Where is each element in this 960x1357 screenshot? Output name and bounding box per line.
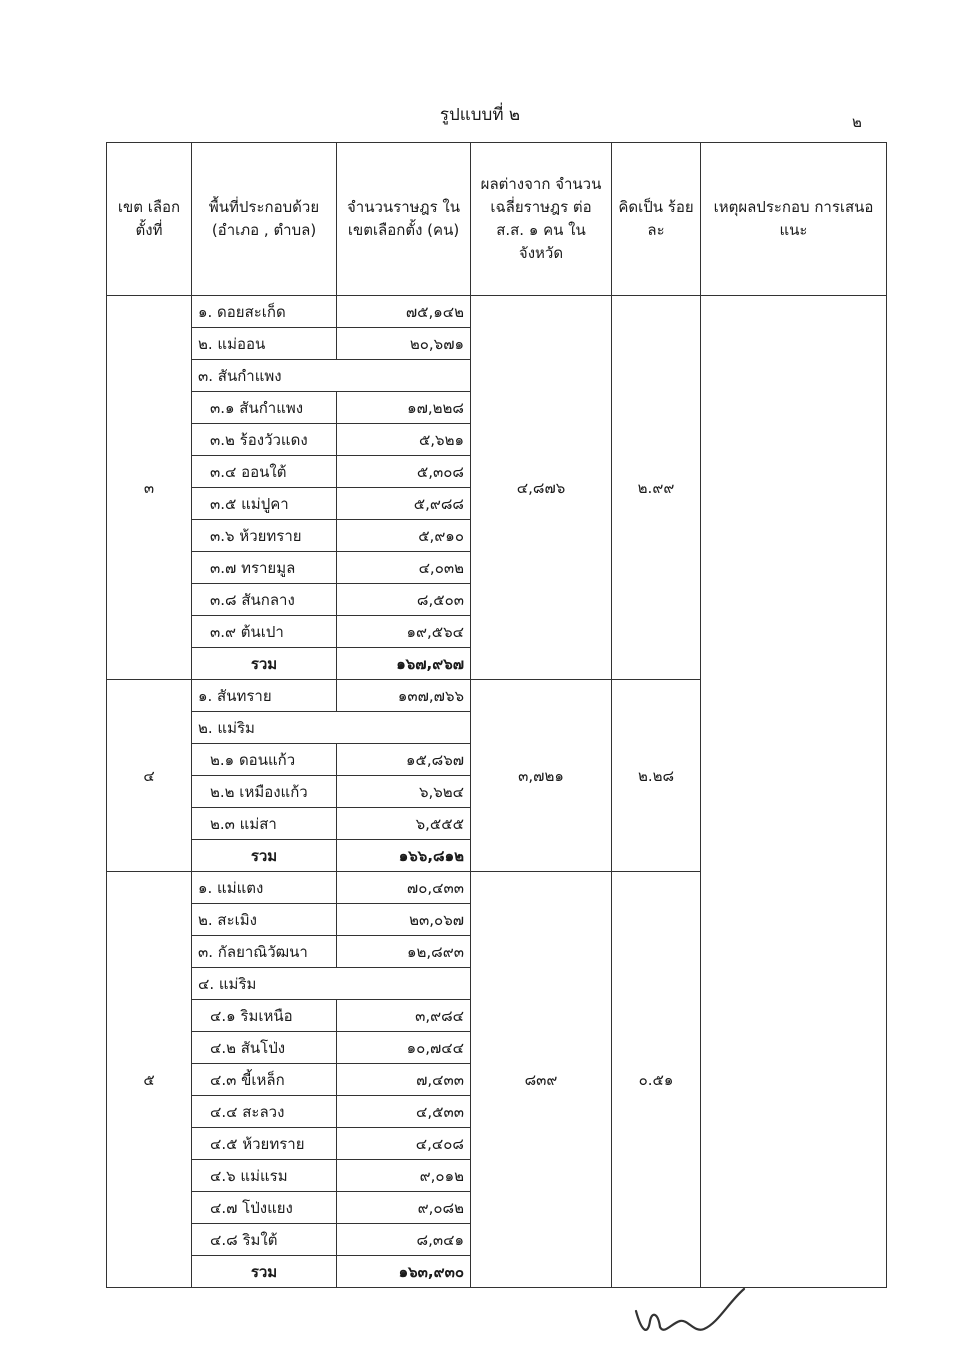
population-value: ๓,๙๘๔: [337, 1000, 471, 1032]
population-value: ๘,๕๐๓: [337, 584, 471, 616]
population-value: ๕,๓๐๘: [337, 456, 471, 488]
population-value: ๘,๓๔๑: [337, 1224, 471, 1256]
table-body: [107, 296, 887, 1288]
area-name: ๔.๕ ห้วยทราย: [192, 1128, 337, 1160]
difference-value: ๔,๘๗๖: [471, 296, 612, 680]
population-value: ๔,๕๓๓: [337, 1096, 471, 1128]
area-name: ๓.๑ สันกำแพง: [192, 392, 337, 424]
header-row: [107, 143, 887, 296]
population-value: ๗๐,๔๓๓: [337, 872, 471, 904]
area-name: ๔.๑ ริมเหนือ: [192, 1000, 337, 1032]
area-name: ๓.๔ ออนใต้: [192, 456, 337, 488]
page-title: รูปแบบที่ ๒: [439, 105, 521, 125]
area-group-name: ๒. แม่ริม: [192, 712, 471, 744]
population-total: ๑๖๖,๘๑๒: [337, 840, 471, 872]
population-value: ๔,๔๐๘: [337, 1128, 471, 1160]
area-name: ๔.๗ โป่งแยง: [192, 1192, 337, 1224]
header-difference: ผลต่างจาก จำนวนเฉลี่ยราษฎร ต่อ ส.ส. ๑ คน ในจังหวัด: [471, 143, 612, 296]
population-value: ๕,๙๘๘: [337, 488, 471, 520]
population-value: ๖,๖๒๔: [337, 776, 471, 808]
percent-value: ๒.๒๘: [612, 680, 701, 872]
signature: [632, 1283, 752, 1343]
population-value: ๔,๐๓๒: [337, 552, 471, 584]
area-name: ๑. ดอยสะเก็ด: [192, 296, 337, 328]
population-value: ๗,๔๓๓: [337, 1064, 471, 1096]
header-area: พื้นที่ประกอบด้วย (อำเภอ , ตำบล): [192, 143, 337, 296]
population-value: ๕,๙๑๐: [337, 520, 471, 552]
difference-value: ๘๓๙: [471, 872, 612, 1288]
area-name: ๔.๓ ขี้เหล็ก: [192, 1064, 337, 1096]
population-value: ๑๕,๘๖๗: [337, 744, 471, 776]
percent-value: ๒.๙๙: [612, 296, 701, 680]
population-value: ๖,๕๕๕: [337, 808, 471, 840]
area-name: ๒. สะเมิง: [192, 904, 337, 936]
header-district: เขต เลือกตั้งที่: [107, 143, 192, 296]
population-total: ๑๖๗,๙๖๗: [337, 648, 471, 680]
area-group-name: ๓. สันกำแพง: [192, 360, 471, 392]
area-name: ๓. กัลยาณิวัฒนา: [192, 936, 337, 968]
district-number: ๕: [107, 872, 192, 1288]
header-population: จำนวนราษฎร ในเขตเลือกตั้ง (คน): [337, 143, 471, 296]
area-name: ๓.๕ แม่ปูคา: [192, 488, 337, 520]
population-value: ๕,๖๒๑: [337, 424, 471, 456]
area-name: ๒.๑ ดอนแก้ว: [192, 744, 337, 776]
population-value: ๗๕,๑๔๒: [337, 296, 471, 328]
population-value: ๑๐,๗๔๔: [337, 1032, 471, 1064]
population-value: ๒๓,๐๖๗: [337, 904, 471, 936]
difference-value: ๓,๗๒๑: [471, 680, 612, 872]
area-name: ๒.๓ แม่สา: [192, 808, 337, 840]
total-label: รวม: [192, 840, 337, 872]
population-value: ๑๒,๘๙๓: [337, 936, 471, 968]
area-name: ๔.๒ สันโป่ง: [192, 1032, 337, 1064]
total-label: รวม: [192, 648, 337, 680]
area-name: ๓.๘ สันกลาง: [192, 584, 337, 616]
percent-value: ๐.๕๑: [612, 872, 701, 1288]
population-value: ๑๓๗,๗๖๖: [337, 680, 471, 712]
total-label: รวม: [192, 1256, 337, 1288]
population-value: ๙,๐๑๒: [337, 1160, 471, 1192]
area-name: ๒.๒ เหมืองแก้ว: [192, 776, 337, 808]
population-value: ๙,๐๘๒: [337, 1192, 471, 1224]
area-name: ๓.๖ ห้วยทราย: [192, 520, 337, 552]
reason-cell: [701, 296, 887, 1288]
population-value: ๑๙,๕๖๔: [337, 616, 471, 648]
district-number: ๓: [107, 296, 192, 680]
page-number: ๒: [852, 113, 862, 131]
header-percent: คิดเป็น ร้อยละ: [612, 143, 701, 296]
district-table: [106, 142, 887, 1288]
population-total: ๑๖๓,๙๓๐: [337, 1256, 471, 1288]
area-name: ๔.๔ สะลวง: [192, 1096, 337, 1128]
table-row: [107, 296, 887, 328]
population-value: ๑๗,๒๒๘: [337, 392, 471, 424]
area-name: ๑. สันทราย: [192, 680, 337, 712]
area-name: ๓.๗ ทรายมูล: [192, 552, 337, 584]
population-value: ๒๐,๖๗๑: [337, 328, 471, 360]
area-name: ๑. แม่แตง: [192, 872, 337, 904]
area-name: ๒. แม่ออน: [192, 328, 337, 360]
area-name: ๓.๙ ต้นเปา: [192, 616, 337, 648]
area-group-name: ๔. แม่ริม: [192, 968, 471, 1000]
header-reason: เหตุผลประกอบ การเสนอแนะ: [701, 143, 887, 296]
district-number: ๔: [107, 680, 192, 872]
area-name: ๔.๘ ริมใต้: [192, 1224, 337, 1256]
area-name: ๓.๒ ร้องวัวแดง: [192, 424, 337, 456]
area-name: ๔.๖ แม่แรม: [192, 1160, 337, 1192]
